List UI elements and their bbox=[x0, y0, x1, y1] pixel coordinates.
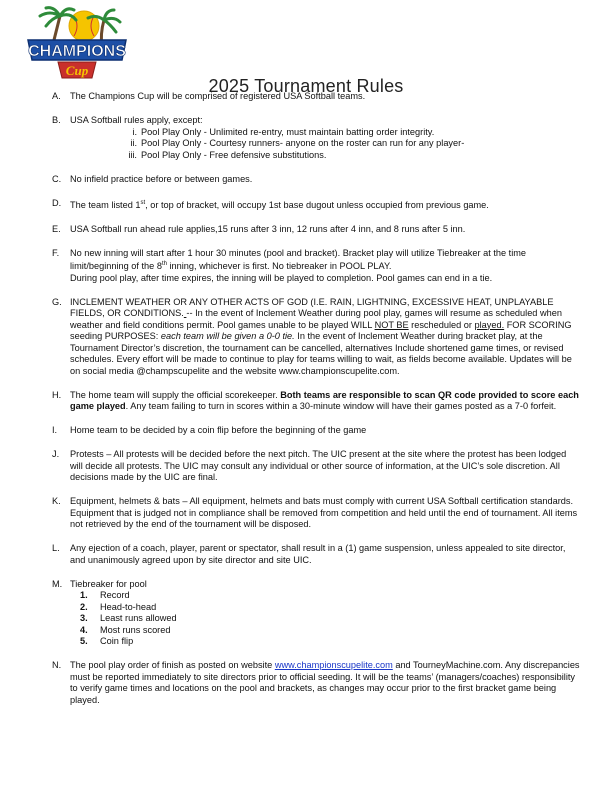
rule-letter: F. bbox=[52, 247, 60, 258]
rule-letter: J. bbox=[52, 449, 60, 460]
rule-letter: E. bbox=[52, 223, 61, 234]
rule-text: Any ejection of a coach, player, parent or spectator, shall result in a (1) game suspension, unless appealed to site director, and unanimously agreed upon by site director and site UIC. bbox=[70, 543, 566, 565]
rule-a bbox=[52, 91, 580, 103]
rule-text: Home team to be decided by a coin flip before the beginning of the game bbox=[70, 425, 367, 436]
rule-letter: G. bbox=[52, 296, 62, 307]
rule-text: The Champions Cup will be comprised of registered USA Softball teams. bbox=[70, 91, 366, 101]
rule-f bbox=[52, 248, 580, 285]
page-title: 2025 Tournament Rules bbox=[208, 76, 404, 97]
list-item: iii. Pool Play Only - Free defensive substitutions. bbox=[128, 149, 327, 160]
list-item: 2. Head-to-head bbox=[80, 601, 157, 612]
rule-text: USA Softball rules apply, except: bbox=[70, 115, 203, 125]
rule-text: No infield practice before or between games. bbox=[70, 173, 253, 184]
list-item: ii. Pool Play Only - Courtesy runners- anyone on the roster can run for any player- bbox=[130, 138, 465, 148]
rule-b bbox=[52, 115, 580, 161]
list-item: 3. Least runs allowed bbox=[80, 613, 177, 624]
rule-h bbox=[52, 390, 580, 413]
rule-text: USA Softball run ahead rule applies,15 runs after 3 inn, 12 runs after 4 inn, and 8 runs after 5 inn. bbox=[70, 223, 466, 234]
rule-m bbox=[52, 579, 580, 648]
rule-c bbox=[52, 174, 580, 186]
rule-g bbox=[52, 297, 580, 378]
list-item: 1. Record bbox=[80, 590, 130, 601]
rule-text: INCLEMENT WEATHER OR ANY OTHER ACTS OF GOD (I.E. RAIN, LIGHTNING, EXCESSIVE HEAT, UNPLAYABLE FIELDS, OR CONDITIONS. -- In the event of Inclement Weather during pool play, games will resume as scheduled when weather and field conditions permit. Pool games unable to be played WILL NOT BE rescheduled or played. FOR SCORING seeding PURPOSES: each team will be given a 0-0 tie. In the event of Inclement Weather during bracket play, at the Tournament Director’s discretion, the tournament can be cancelled, alternatives Include shortened game times, or revised schedules. Every effort will be made to continue to play for teams willing to wait, as fields become available. Updates will be on social media @champscupelite and the website www.championscupelite.com. bbox=[70, 296, 572, 376]
svg-text:Cup: Cup bbox=[65, 63, 89, 78]
rule-letter: N. bbox=[52, 660, 62, 671]
rule-text: Tiebreaker for pool bbox=[70, 578, 147, 589]
exceptions-list bbox=[126, 127, 580, 162]
rule-letter: K. bbox=[52, 496, 61, 507]
rule-letter: L. bbox=[52, 543, 60, 554]
rule-letter: I. bbox=[52, 425, 58, 436]
rule-d bbox=[52, 198, 580, 212]
rule-text: The pool play order of finish as posted on website www.championscupelite.com and TourneyMachine.com. Any discrepancies must be reported immediately to site directors prior to official seeding. It will be the teams’ (managers/coaches) responsibility to verify game times and locations on the pool and brackets, as changes may occur prior to the first bracket game being played. bbox=[70, 660, 580, 705]
rule-k bbox=[52, 496, 580, 531]
rule-l bbox=[52, 543, 580, 566]
rule-text: No new inning will start after 1 hour 30 minutes (pool and bracket). Bracket play will utilize Tiebreaker at the time limit/beginning of the 8th inning, whichever is first. No tiebreaker in POOL PLAY. During pool play, after time expires, the inning will be played to completion. Pool games can end in a tie. bbox=[70, 247, 527, 283]
rule-e bbox=[52, 224, 580, 236]
list-item: 5. Coin flip bbox=[80, 636, 134, 647]
rule-letter: D. bbox=[52, 197, 62, 208]
rule-letter: A. bbox=[52, 91, 61, 101]
rule-letter: B. bbox=[52, 115, 61, 125]
rule-text: The team listed 1st, or top of bracket, will occupy 1st base dugout unless occupied from previous game. bbox=[70, 199, 489, 210]
rule-i bbox=[52, 425, 580, 437]
rule-text: The home team will supply the official scorekeeper. Both teams are responsible to scan QR code provided to score each game played. Any team failing to turn in scores within a 30-minute window will have their games posted as a 7-0 forfeit. bbox=[70, 389, 579, 412]
svg-text:CHAMPIONS: CHAMPIONS bbox=[28, 43, 126, 60]
rule-n bbox=[52, 660, 580, 706]
list-item: 4. Most runs scored bbox=[80, 624, 171, 635]
rule-letter: H. bbox=[52, 389, 62, 400]
rule-j bbox=[52, 449, 580, 484]
champions-cup-logo bbox=[22, 4, 132, 82]
rule-letter: C. bbox=[52, 173, 62, 184]
rules-list bbox=[52, 91, 580, 706]
tiebreaker-list bbox=[76, 590, 580, 648]
rule-letter: M. bbox=[52, 578, 63, 589]
rule-text: Equipment, helmets & bats – All equipment, helmets and bats must comply with current USA Softball certification standards. Equipment that is judged not in compliance shall be removed from competition and held until the end of tournament. All items not retrieved by the end of the tournament will be disposed. bbox=[70, 496, 578, 530]
rule-text: Protests – All protests will be decided before the next pitch. The UIC present at the site where the protest has been lodged will decide all protests. The UIC may consult any individual or other source of information, at the UIC’s sole discretion. All decisions made by the UIC are final. bbox=[70, 449, 567, 483]
website-link[interactable]: www.championscupelite.com bbox=[274, 660, 393, 671]
list-item: i. Pool Play Only - Unlimited re-entry, must maintain batting order integrity. bbox=[132, 126, 435, 137]
